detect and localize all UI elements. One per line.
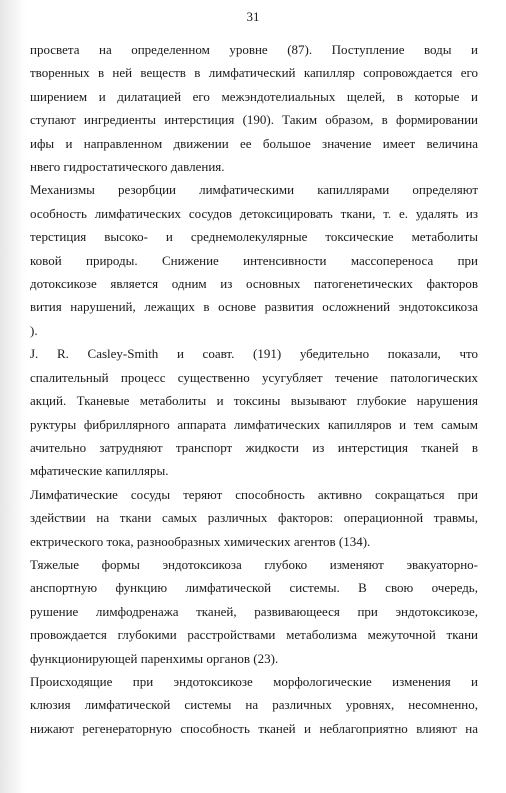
body-text bbox=[30, 38, 478, 740]
text-line: функционирующей паренхимы органов (23). bbox=[30, 650, 279, 666]
text-line: клюзия лимфатической системы на различных уровнях, несомненно, bbox=[30, 697, 478, 713]
text-line: рушение лимфодренажа тканей, развивающееся при эндотоксикозе, bbox=[30, 603, 478, 619]
text-line: ачительно затрудняют транспорт жидкости из интерстиция тканей в bbox=[30, 439, 478, 455]
text-line: ширением и дилатацией его межэндотелиальных щелей, в которые и bbox=[30, 88, 478, 104]
text-line: провождается глубокими расстройствами метаболизма межуточной ткани bbox=[30, 627, 478, 643]
text-line: анспортную функцию лимфатической системы. В свою очередь, bbox=[30, 580, 478, 596]
text-line: ифы и направленном движении ее большое значение имеет величина bbox=[30, 135, 478, 151]
text-line: ковой природы. Снижение интенсивности массопереноса при bbox=[30, 252, 478, 268]
text-line: J. R. Casley-Smith и соавт. (191) убедительно показали, что bbox=[30, 346, 478, 362]
text-line: нижают регенераторную способность тканей и неблагоприятно влияют на bbox=[30, 720, 478, 736]
text-line: ). bbox=[30, 322, 38, 338]
scan-edge-shadow bbox=[0, 0, 26, 793]
text-line: Тяжелые формы эндотоксикоза глубоко изменяют эвакуаторно- bbox=[30, 556, 478, 572]
text-line: вития нарушений, лежащих в основе развития осложнений эндотоксикоза bbox=[30, 299, 478, 315]
text-line: Лимфатические сосуды теряют способность активно сокращаться при bbox=[30, 486, 478, 502]
text-line: спалительный процесс существенно усугубляет течение патологических bbox=[30, 369, 478, 385]
text-line: Происходящие при эндотоксикозе морфологические изменения и bbox=[30, 673, 478, 689]
text-line: мфатические капилляры. bbox=[30, 463, 169, 479]
text-line: особность лимфатических сосудов детоксицировать ткани, т. е. удалять из bbox=[30, 205, 478, 221]
text-line: руктуры фибриллярного аппарата лимфатических капилляров и тем самым bbox=[30, 416, 478, 432]
text-line: ступают ингредиенты интерстиция (190). Таким образом, в формировании bbox=[30, 112, 478, 128]
text-line: творенных в ней веществ в лимфатический капилляр сопровождается его bbox=[30, 65, 478, 81]
text-line: терстиция высоко- и среднемолекулярные токсические метаболиты bbox=[30, 229, 478, 245]
text-line: ектрического тока, разнообразных химических агентов (134). bbox=[30, 533, 371, 549]
text-line: нвего гидростатического давления. bbox=[30, 159, 225, 175]
text-line: Механизмы резорбции лимфатическими капиллярами определяют bbox=[30, 182, 478, 198]
text-line: акций. Тканевые метаболиты и токсины вызывают глубокие нарушения bbox=[30, 393, 478, 409]
text-line: дотоксикозе является одним из основных патогенетических факторов bbox=[30, 276, 478, 292]
text-line: здействии на ткани самых различных факторов: операционной травмы, bbox=[30, 510, 478, 526]
text-line: просвета на определенном уровне (87). Поступление воды и bbox=[30, 42, 478, 57]
page-number: 31 bbox=[246, 9, 260, 24]
